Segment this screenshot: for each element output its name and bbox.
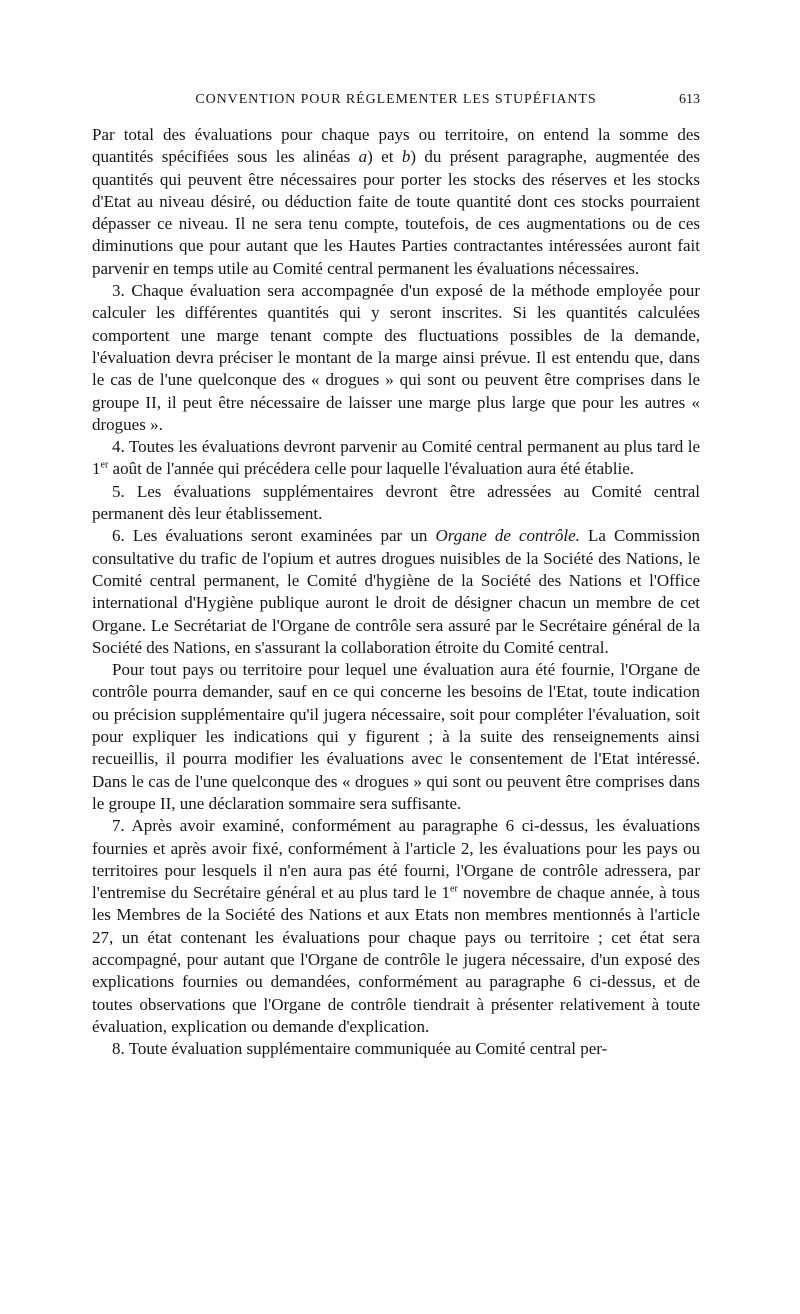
paragraph-text: 4. Toutes les évaluations devront parvenir au Comité central permanent au plus tard le 1	[92, 437, 700, 479]
organe-de-controle-italic: Organe de contrôle.	[435, 526, 580, 546]
paragraph-text: novembre de chaque année, à tous les Membres de la Société des Nations et aux Etats non membres mentionnés à l'article 27, un état contenant les évaluations pour chaque pays ou territoire ; cet état sera accompagné, pour autant que l'Organe de contrôle le jugera nécessaire, d'un exposé des explications fournies ou demandées, conformément au paragraphe 6 ci-dessus, et de toutes observations que l'Organe de contrôle tiendrait à présenter relativement à toute évaluation, explication ou demande d'explication.	[92, 883, 700, 1036]
paragraph-text: La Commission consultative du trafic de l'opium et autres drogues nuisibles de la Société des Nations, le Comité central permanent, le Comité d'hygiène de la Société des Nations et l'Office international d'Hygiène publique auront le droit de désigner chacun un membre de cet Organe. Le Secrétariat de l'Organe de contrôle sera assuré par le Secrétaire général de la Société des Nations, en s'assurant la collaboration étroite du Comité central.	[92, 526, 701, 657]
paragraph-text: 6. Les évaluations seront examinées par un	[112, 526, 428, 546]
paragraph-6-continued: Pour tout pays ou territoire pour lequel une évaluation aura été fournie, l'Organe de contrôle pourra demander, sauf en ce qui concerne les besoins de l'Etat, toute indication ou précision supplémentaire qu'il jugera nécessaire, soit pour compléter l'évaluation, soit pour expliquer les indications qui y figurent ; à la suite des renseignements ainsi recueillis, il pourra modifier les évaluations avec le consentement de l'Etat intéressé. Dans le cas de l'une quelconque des « drogues » qui sont ou peuvent être comprises dans le groupe II, une déclaration sommaire sera suffisante.	[92, 660, 700, 813]
paragraph-4	[92, 436, 700, 481]
ordinal-superscript: er	[100, 459, 109, 471]
paragraph-text: ) du présent paragraphe, augmentée des quantités qui peuvent être nécessaires pour porter les stocks des réserves et les stocks d'Etat au niveau désiré, ou déduction faite de toute quantité dont ces stocks pourraient dépasser ce niveau. Il ne sera tenu compte, toutefois, de ces augmentations ou de ces diminutions que pour autant que les Hautes Parties contractantes intéressées auront fait parvenir en temps utile au Comité central permanent les évaluations nécessaires.	[92, 147, 701, 278]
paragraph-text: août de l'année qui précédera celle pour laquelle l'évaluation aura été établie.	[108, 459, 635, 479]
paragraph-text: 7. Après avoir examiné, conformément au paragraphe 6 ci-dessus, les évaluations fournies et après avoir fixé, conformément à l'article 2, les évaluations pour les pays ou territoires pour lesquels il n'en aura pas été fourni, l'Organe de contrôle adressera, par l'entremise du Secrétaire général et au plus tard le 1	[92, 816, 700, 903]
paragraph-7	[92, 815, 700, 1038]
paragraph-3: 3. Chaque évaluation sera accompagnée d'un exposé de la méthode employée pour calculer les différentes quantités qui y seront inscrites. Si les quantités calculées comportent une marge tenant compte des fluctuations possibles de la demande, l'évaluation devra préciser le montant de la marge ainsi prévue. Il est entendu que, dans le cas de l'une quelconque des « drogues » qui sont ou peuvent être comprises dans le groupe II, il peut être nécessaire de laisser une marge plus large que pour les autres « drogues ».	[92, 281, 700, 434]
paragraph-8: 8. Toute évaluation supplémentaire communiquée au Comité central per-	[112, 1039, 608, 1059]
running-header	[92, 90, 700, 110]
running-title: CONVENTION POUR RÉGLEMENTER LES STUPÉFIANTS	[195, 92, 597, 107]
paragraph-5: 5. Les évaluations supplémentaires devront être adressées au Comité central permanent dès leur établissement.	[92, 481, 700, 524]
paragraph-6	[92, 525, 700, 659]
alinea-a-label: a	[358, 147, 368, 167]
paragraph-text: ) et	[367, 147, 394, 167]
paragraph-text: Par total des évaluations pour chaque pays ou territoire, on entend la somme des quantités spécifiées sous les alinéas	[92, 125, 700, 167]
page-number: 613	[679, 92, 700, 107]
paragraph-total-evaluations	[92, 124, 700, 280]
alinea-b-label: b	[401, 147, 411, 167]
body-text	[92, 124, 700, 1060]
ordinal-superscript: er	[450, 883, 458, 895]
